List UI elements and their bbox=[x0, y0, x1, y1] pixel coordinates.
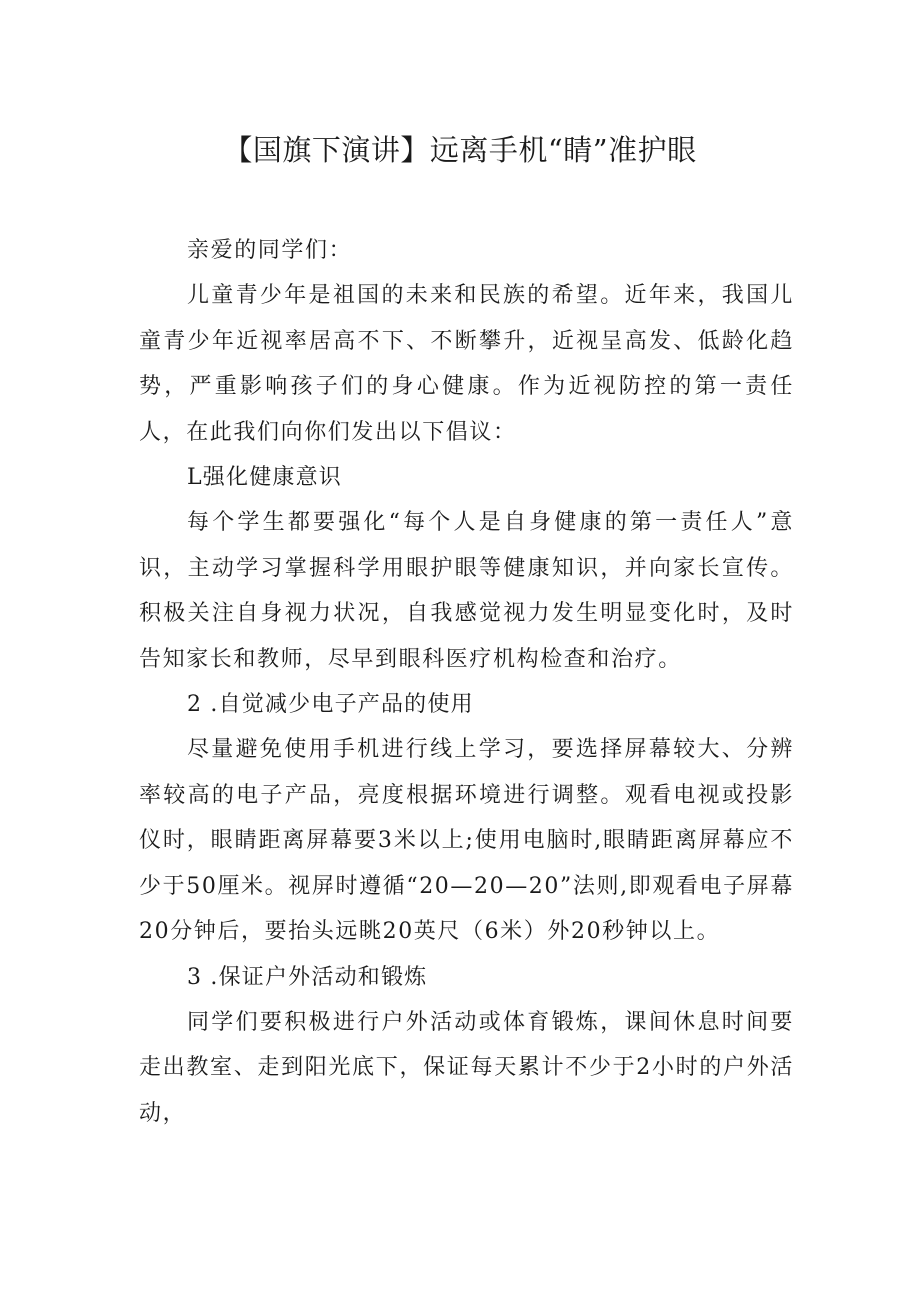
greeting-paragraph: 亲爱的同学们： bbox=[187, 238, 353, 263]
document-body bbox=[139, 228, 794, 1136]
section-heading-1: L强化健康意识 bbox=[187, 465, 343, 491]
intro-paragraph: 儿童青少年是祖国的未来和民族的希望。近年来，我国儿童青少年近视率居高不下、不断攀升，近视呈高发、低龄化趋势，严重影响孩子们的身心健康。作为近视防控的第一责任人，在此我们向你们发出以下倡议： bbox=[139, 283, 794, 445]
section-paragraph-3: 同学们要积极进行户外活动或体育锻炼，课间休息时间要走出教室、走到阳光底下，保证每天累计不少于2小时的户外活动， bbox=[139, 1009, 794, 1126]
section-heading-2: 2 .自觉减少电子产品的使用 bbox=[187, 692, 474, 718]
document-title: 【国旗下演讲】远离手机“睛”准护眼 bbox=[223, 133, 697, 167]
section-paragraph-1: 每个学生都要强化“每个人是自身健康的第一责任人”意识，主动学习掌握科学用眼护眼等健康知识，并向家长宣传。积极关注自身视力状况，自我感觉视力发生明显变化时，及时告知家长和教师，尽早到眼科医疗机构检查和治疗。 bbox=[139, 510, 794, 672]
section-heading-3: 3 .保证户外活动和锻炼 bbox=[187, 964, 428, 990]
section-paragraph-2: 尽量避免使用手机进行线上学习，要选择屏幕较大、分辨率较高的电子产品，亮度根据环境进行调整。观看电视或投影仪时，眼睛距离屏幕要3米以上;使用电脑时,眼睛距离屏幕应不少于50厘米。视屏时遵循“20—20—20”法则,即观看电子屏幕20分钟后，要抬头远眺20英尺（6米）外20秒钟以上。 bbox=[139, 737, 794, 945]
